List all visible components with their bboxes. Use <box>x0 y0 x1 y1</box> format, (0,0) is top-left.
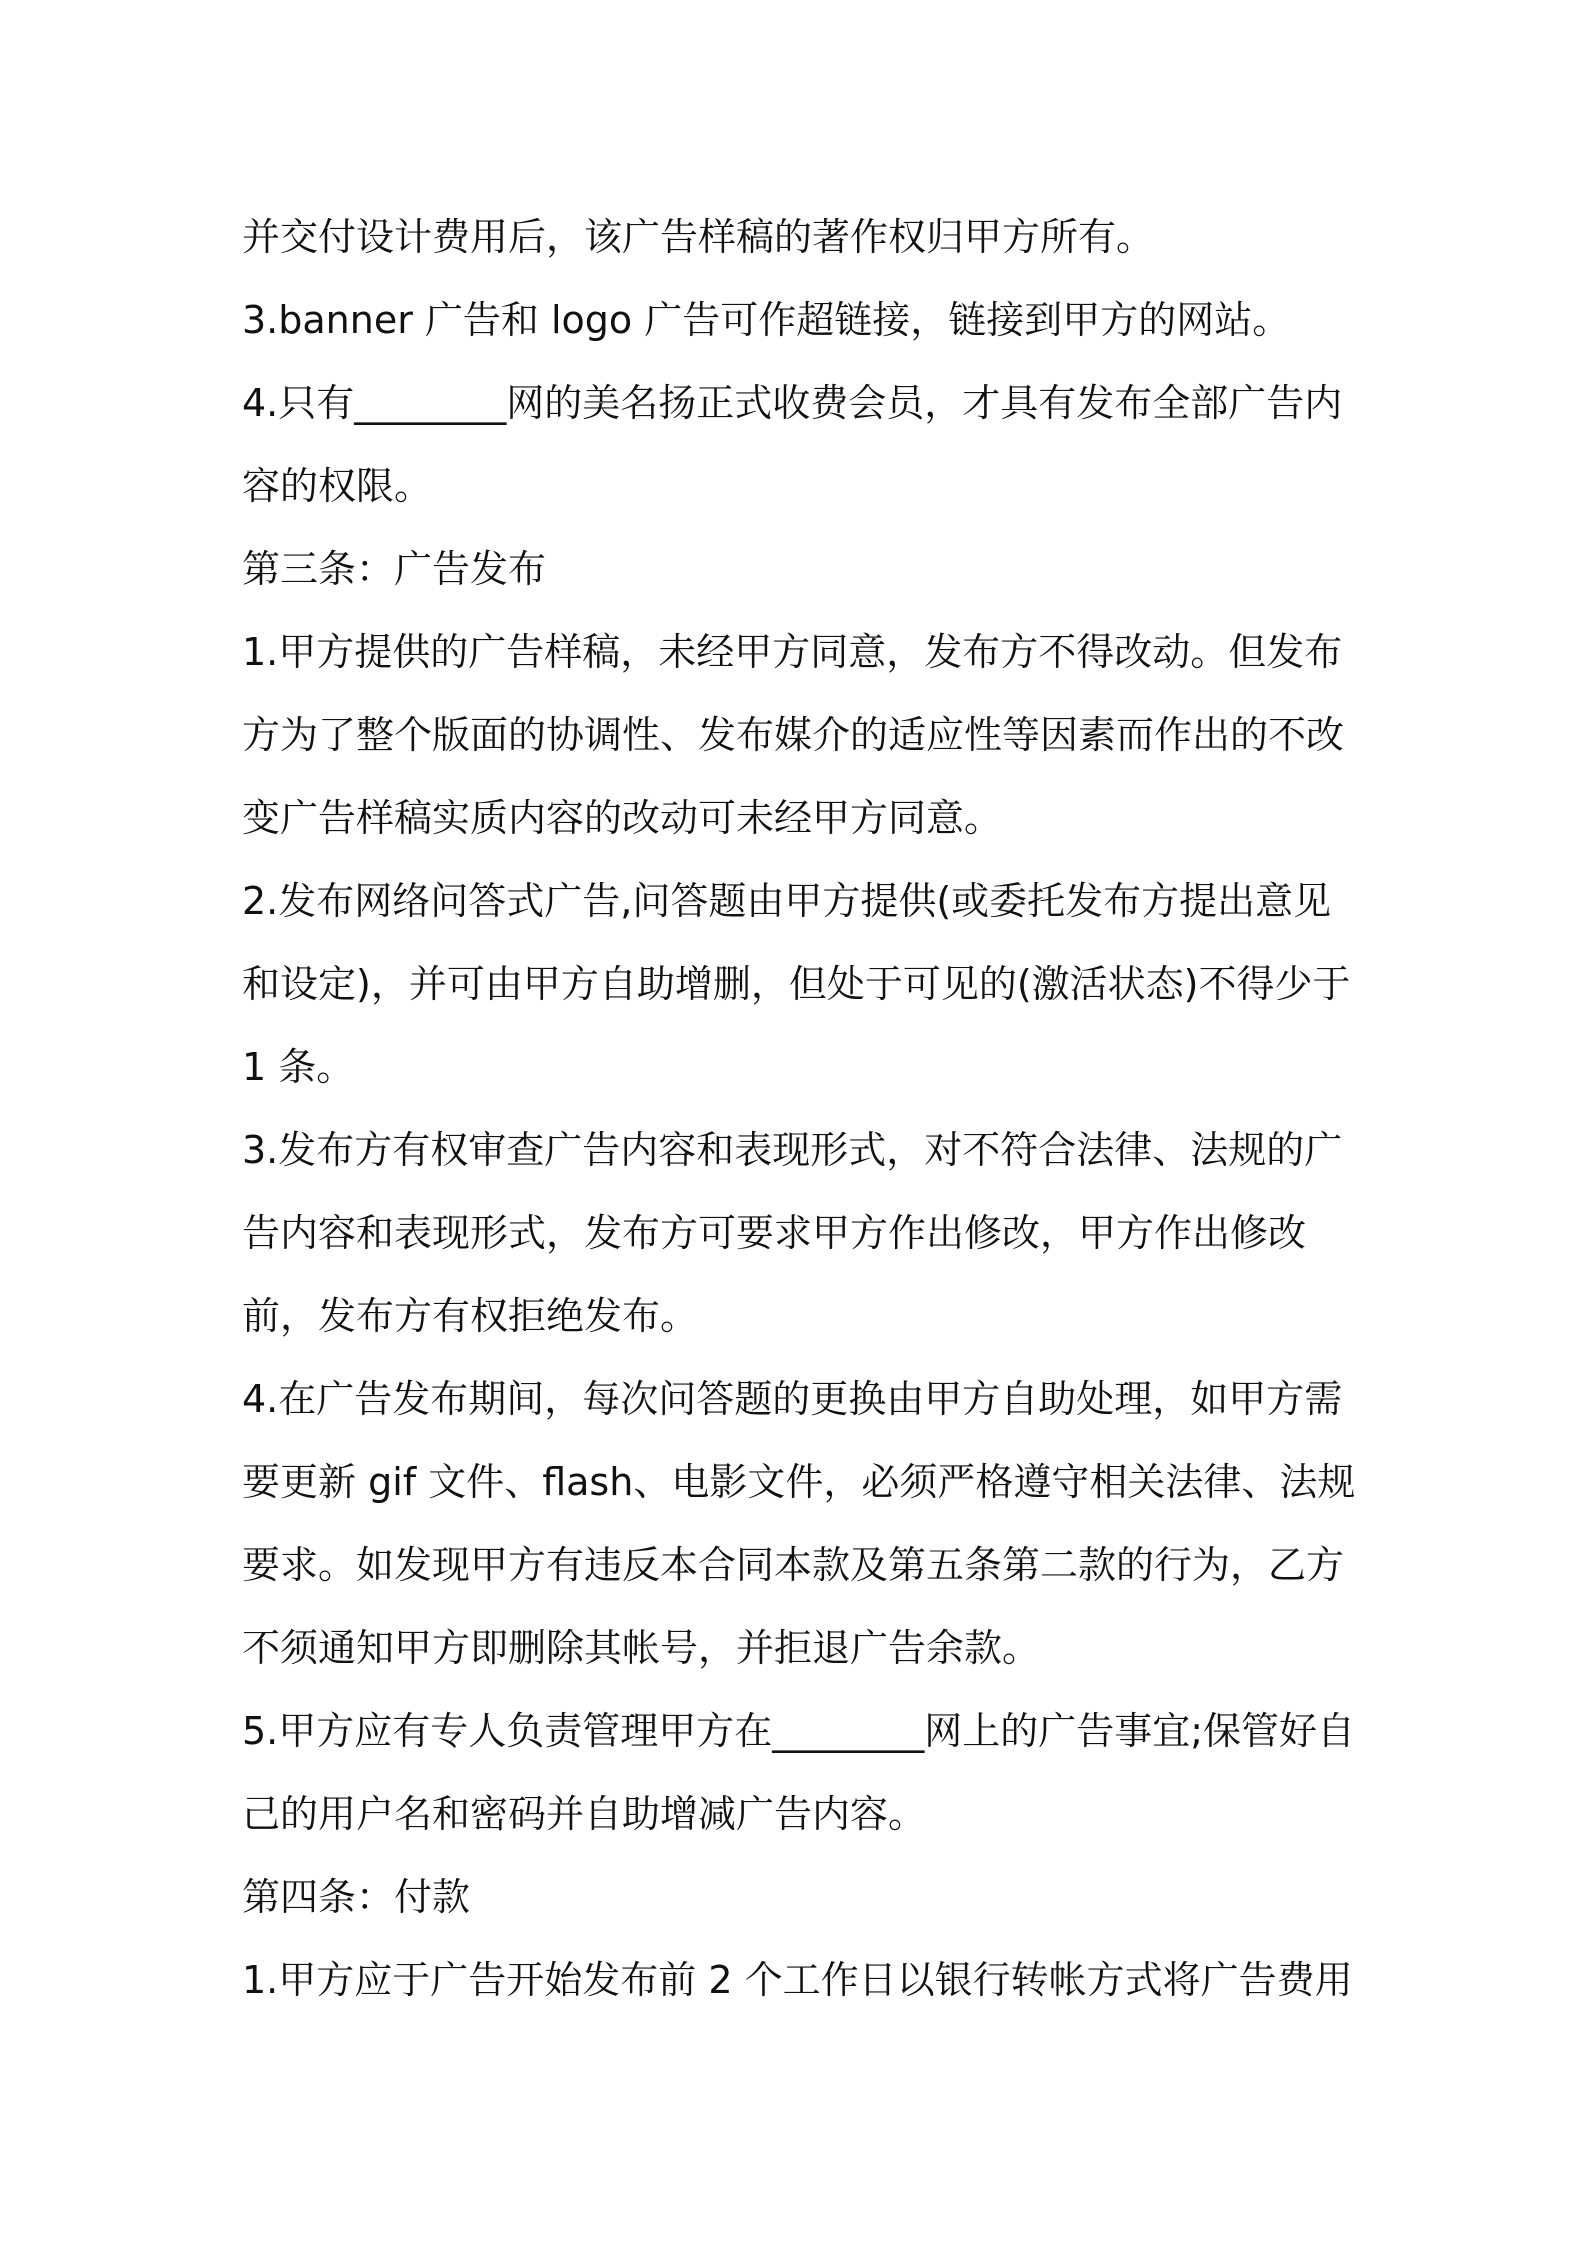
section-heading-article-3: 第三条：广告发布 <box>242 547 547 591</box>
paragraph-review-rights: 3.发布方有权审查广告内容和表现形式，对不符合法律、法规的广告内容和表现形式，发布方可要求甲方作出修改，甲方作出修改前，发布方有权拒绝发布。 <box>242 1128 1343 1338</box>
paragraph-update-rules: 4.在广告发布期间，每次问答题的更换由甲方自助处理，如甲方需要更新 gif 文件、flash、电影文件，必须严格遵守相关法律、法规要求。如发现甲方有违反本合同本款及第五条第二款的行为，乙方不须通知甲方即删除其帐号，并拒退广告余款。 <box>242 1377 1356 1670</box>
section-heading-article-4: 第四条：付款 <box>242 1875 471 1919</box>
paragraph-hyperlink: 3.banner 广告和 logo 广告可作超链接，链接到甲方的网站。 <box>242 298 1291 342</box>
paragraph-member-permission: 4.只有________网的美名扬正式收费会员，才具有发布全部广告内容的权限。 <box>242 381 1343 508</box>
paragraph-payment: 1.甲方应于广告开始发布前 2 个工作日以银行转帐方式将广告费用 <box>242 1958 1353 2002</box>
document-body <box>242 196 1367 2022</box>
paragraph-copyright: 并交付设计费用后，该广告样稿的著作权归甲方所有。 <box>242 215 1155 259</box>
paragraph-account-management: 5.甲方应有专人负责管理甲方在________网上的广告事宜;保管好自己的用户名和密码并自助增减广告内容。 <box>242 1709 1356 1836</box>
paragraph-qa-ad: 2.发布网络问答式广告,问答题由甲方提供(或委托发布方提出意见和设定)，并可由甲方自助增删，但处于可见的(激活状态)不得少于 1 条。 <box>242 879 1351 1089</box>
paragraph-ad-sample: 1.甲方提供的广告样稿，未经甲方同意，发布方不得改动。但发布方为了整个版面的协调性、发布媒介的适应性等因素而作出的不改变广告样稿实质内容的改动可未经甲方同意。 <box>242 630 1345 840</box>
